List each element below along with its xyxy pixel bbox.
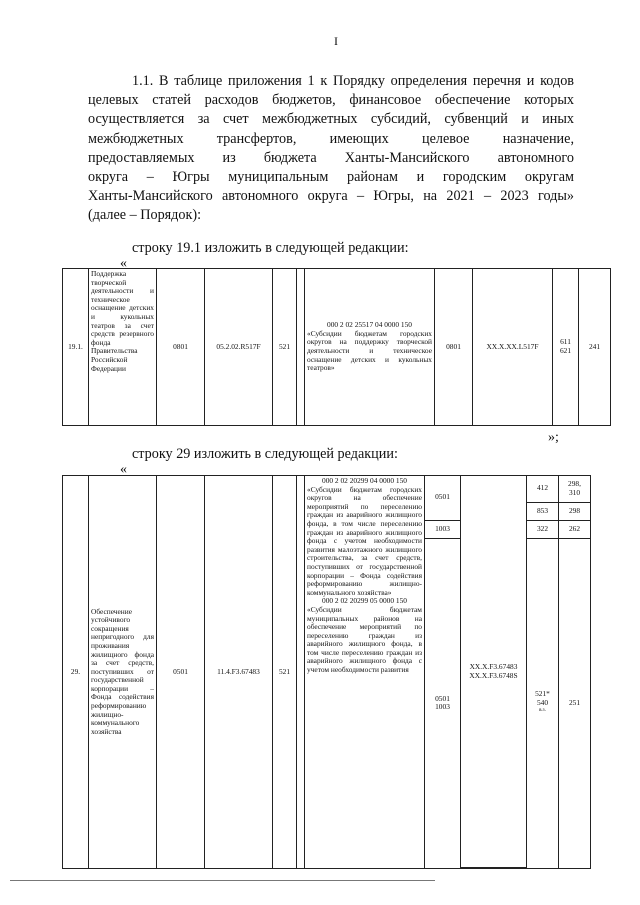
row-name: Обеспечение устойчивого сокращения непригодного для проживания жилищного фонда за счет средств, поступивших от государственной корпорации – Фонда содействия реформированию жилищно-коммунального хозяйства	[89, 476, 157, 869]
section-code-item: 0501	[425, 476, 460, 520]
section-code-2: 0801	[435, 269, 473, 426]
revenue-code-2: 000 2 02 20299 05 0000 150	[322, 596, 407, 606]
grbs-code: 521	[273, 476, 297, 869]
open-quote: «	[120, 462, 127, 477]
intro-paragraph	[88, 72, 574, 226]
intro-line: межбюджетных трансфертов, имеющих целевое назначение,	[88, 130, 574, 147]
row-number: 19.1.	[63, 269, 89, 426]
kosgu-main: 251	[568, 697, 581, 707]
revenue-code: 000 2 02 25517 04 0000 150	[327, 320, 412, 330]
blank-cell	[297, 269, 305, 426]
revenue-text: «Субсидии бюджетам городских округов на обеспечение мероприятий по переселению граждан из аварийного жилищного фонда, в том числе переселению граждан из аварийного жилищного фонда с учетом необходимости развития малоэтажного жилищного строительства, за счет средств, поступивших от государственной корпорации – Фонда содействия реформированию жилищно-коммунального хозяйства»	[307, 484, 422, 597]
target-code: 05.2.02.R517F	[205, 269, 273, 426]
kosgu-item: 298, 310	[559, 476, 590, 502]
intro-line: целевых статей расходов бюджетов, финансовое обеспечение которых	[88, 92, 574, 109]
kosgu-codes	[559, 476, 590, 868]
section-code: 0501	[157, 476, 205, 869]
table-row-19-1	[62, 268, 611, 426]
instruction-row-29: строку 29 изложить в следующей редакции:	[132, 446, 398, 462]
intro-line: Ханты-Мансийского автономного округа – Югры, на 2021 – 2023 годы»	[88, 188, 574, 205]
section-codes	[425, 476, 460, 868]
target-codes: XX.X.F3.67483 XX.X.F3.6748S	[461, 476, 526, 868]
kvr-note: в.з.	[539, 708, 546, 714]
grbs-code: 521	[273, 269, 297, 426]
section-codes-cell	[425, 476, 461, 869]
kosgu-item: 298	[559, 502, 590, 520]
revenue-text-2: «Субсидии бюджетам муниципальных районов на обеспечение мероприятий по переселению граждан из аварийного жилищного фонда, в том числе переселению граждан из аварийного жилищного фонда с учетом необходимости развития	[307, 604, 422, 675]
kvr-main-cell	[526, 538, 558, 868]
intro-line: (далее – Порядок):	[88, 207, 202, 224]
revenue-cell	[305, 269, 435, 426]
kvr-item: 853	[526, 502, 558, 520]
footer-divider	[10, 880, 435, 881]
section-code-item: 1003	[425, 520, 460, 538]
blank-cell	[297, 476, 305, 869]
kosgu-item: 262	[559, 520, 590, 538]
page-number: I	[334, 34, 338, 48]
kvr-main: 521* 540	[535, 689, 550, 707]
row-number: 29.	[63, 476, 89, 869]
intro-line: округа – Югры муниципальным районам и городским округам	[88, 169, 574, 186]
revenue-cell	[305, 476, 425, 869]
table-row-29	[62, 475, 591, 869]
section-code-item: 0501 1003	[435, 693, 450, 712]
intro-line: 1.1. В таблице приложения 1 к Порядку определения перечня и кодов	[132, 73, 574, 89]
section-code: 0801	[157, 269, 205, 426]
codes-grid	[461, 476, 558, 868]
kvr-item: 322	[526, 520, 558, 538]
kvr-item: 412	[526, 476, 558, 502]
revenue-code: 000 2 02 20299 04 0000 150	[322, 476, 407, 485]
instruction-row-19-1: строку 19.1 изложить в следующей редакции:	[132, 240, 409, 256]
intro-line: осуществляется за счет межбюджетных субсидий, субвенций и иных	[88, 111, 574, 128]
target-code: 11.4.F3.67483	[205, 476, 273, 869]
kvr-code: 611 621	[553, 269, 579, 426]
target-code-2: XX.X.XX.L517F	[473, 269, 553, 426]
codes-cell	[461, 476, 559, 869]
kosgu-code: 241	[579, 269, 611, 426]
row-name: Поддержка творческой деятельности и техническое оснащение детских и кукольных театров за счет средств резервного фонда Правительства Российской Федерации	[89, 269, 157, 426]
kosgu-cell	[559, 476, 591, 869]
intro-line: предоставляемых из бюджета Ханты-Мансийского автономного	[88, 149, 574, 166]
open-quote: «	[120, 256, 127, 271]
revenue-name: «Субсидии бюджетам городских округов на поддержку творческой деятельности и техническое оснащение детских и кукольных театров»	[307, 328, 432, 373]
close-quote: »;	[548, 430, 559, 445]
